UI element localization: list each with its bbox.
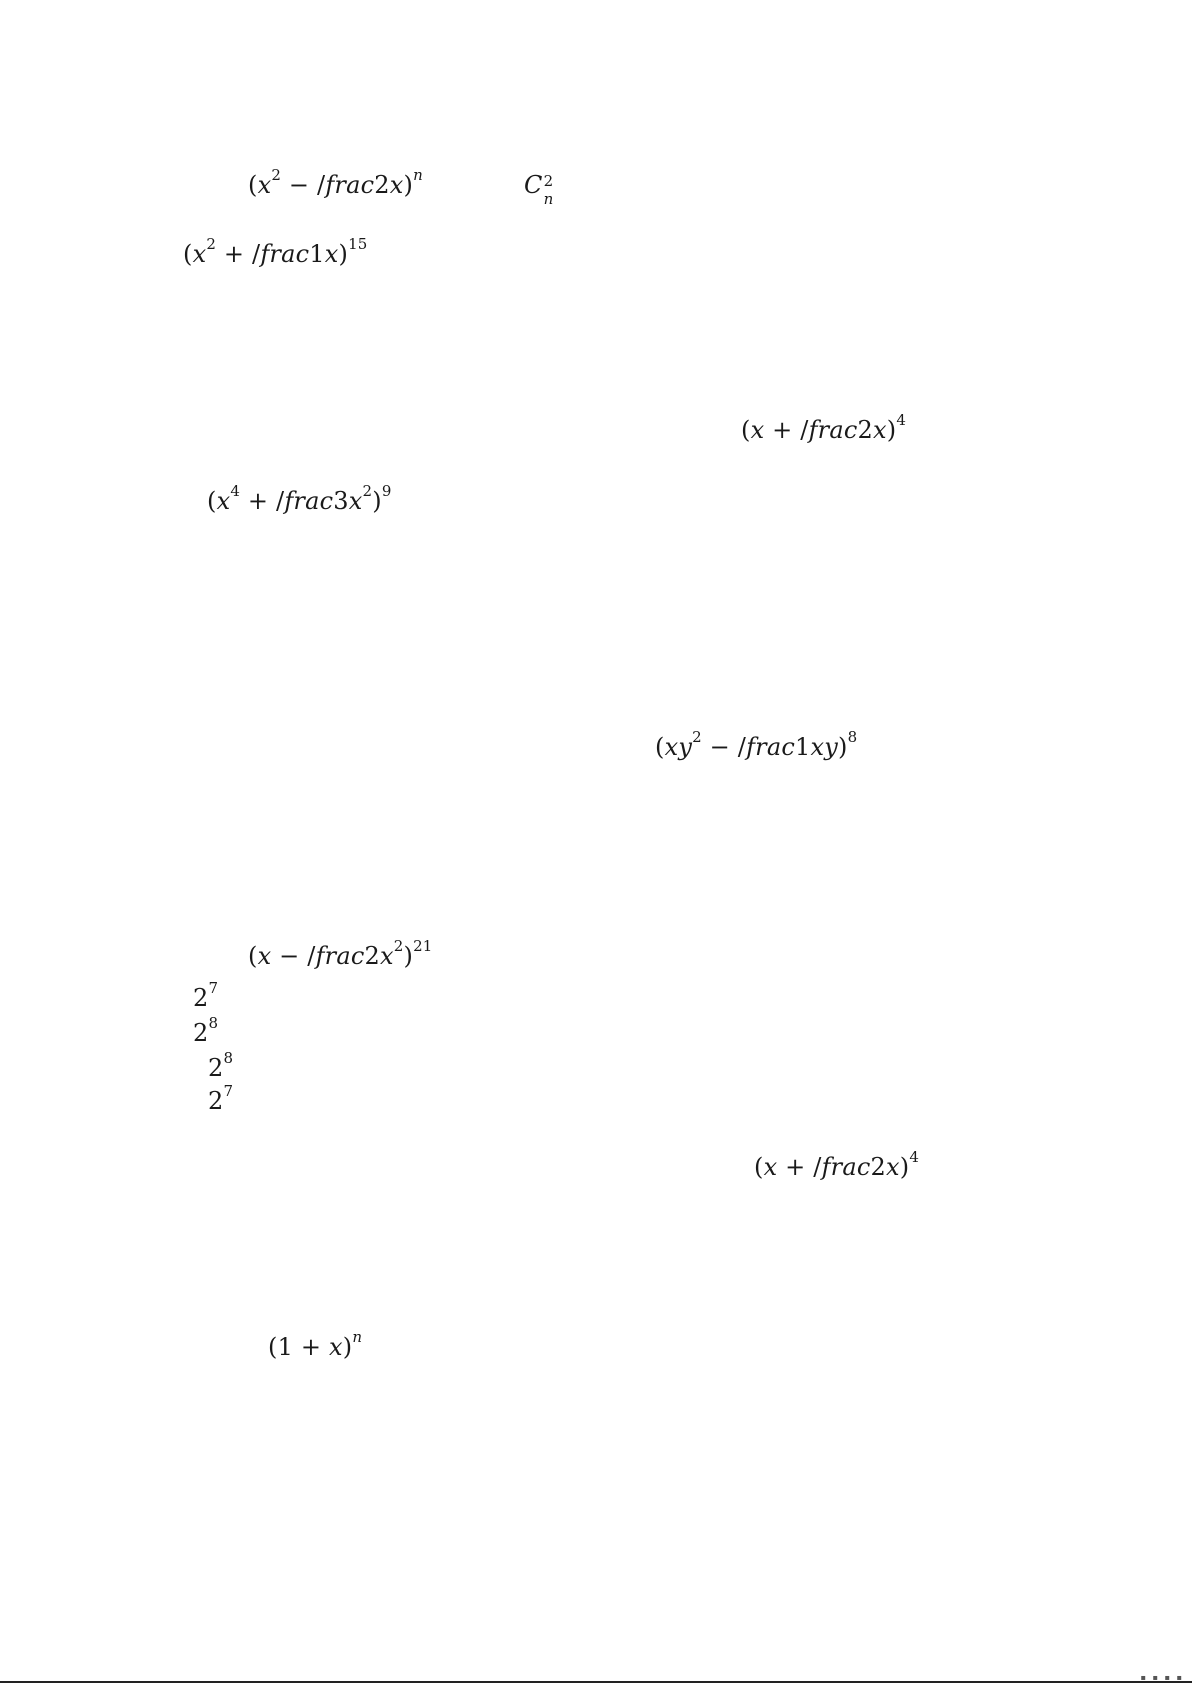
expression-binomial-7: (x + /frac2x)$^4$ <box>754 1148 920 1181</box>
option-b-value: $2^8$ <box>193 1014 219 1047</box>
expression-combination: C 2 n <box>524 171 554 208</box>
expression-binomial-5: ($xy^2$ − /frac1xy)$^8$ <box>655 728 858 761</box>
expression-binomial-2: ($x^2$ + /frac1x)$^{15}$ <box>183 235 368 268</box>
option-a-value: $2^7$ <box>193 979 219 1012</box>
option-c-value: $2^8$ <box>208 1049 234 1082</box>
expression-binomial-1: ($x^2$ − /frac2x)$^n$ <box>248 166 423 199</box>
expression-binomial-4: ($x^4$ + $/frac3x^2)^9$ <box>207 482 392 515</box>
expression-binomial-8: $(1 + x)^n$ <box>268 1328 363 1361</box>
option-d-value: $2^7$ <box>208 1082 234 1115</box>
expression-binomial-6: $(x - /frac2x^2)^{21}$ <box>248 937 433 970</box>
page-bottom-rule <box>0 1681 1192 1683</box>
expression-binomial-3: (x + /frac2x)$^4$ <box>741 411 907 444</box>
footer-marks: ▪ ▪ ▪ ▪ <box>1140 1673 1184 1682</box>
